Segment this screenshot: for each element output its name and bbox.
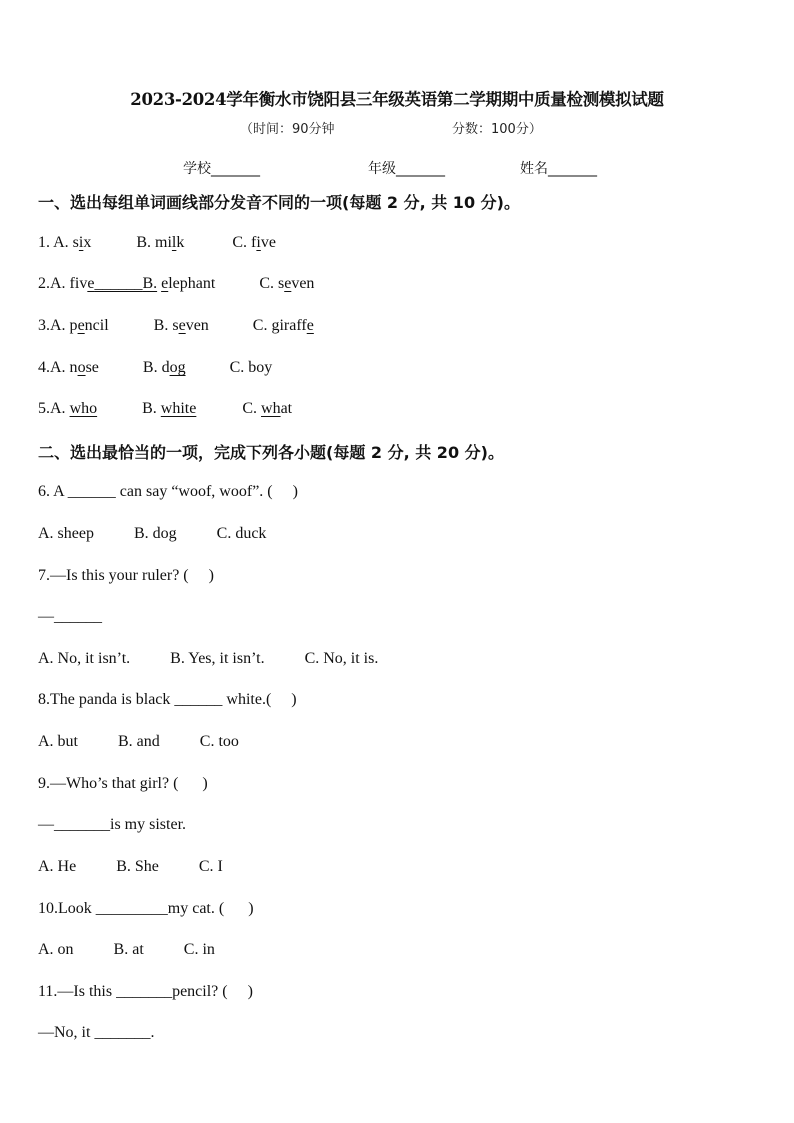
exam-score: 分数：100分）	[452, 122, 542, 137]
question-2: 2.A. five______B. elephant C. seven	[38, 275, 315, 292]
question-9-answer-line: —_______is my sister.	[38, 816, 187, 833]
question-8-options: A. but B. and C. too	[38, 733, 239, 750]
question-1: 1. A. six B. milk C. five	[38, 234, 276, 251]
question-5: 5.A. who B. white C. what	[38, 400, 293, 417]
question-9: 9.—Who’s that girl? ( )	[38, 775, 208, 792]
question-8: 8.The panda is black ______ white.( )	[38, 691, 297, 708]
section1-heading: 一、选出每组单词画线部分发音不同的一项(每题 2 分, 共 10 分)。	[38, 193, 520, 212]
question-4: 4.A. nose B. dog C. boy	[38, 359, 273, 376]
question-6-options: A. sheep B. dog C. duck	[38, 525, 267, 542]
question-6: 6. A ______ can say “woof, woof”. ( )	[38, 483, 298, 500]
school-field: 学校_______	[183, 161, 260, 177]
section2-heading: 二、选出最恰当的一项，完成下列各小题(每题 2 分, 共 20 分)。	[38, 443, 504, 462]
question-10: 10.Look _________my cat. ( )	[38, 900, 254, 917]
question-10-options: A. on B. at C. in	[38, 941, 215, 958]
question-3: 3.A. pencil B. seven C. giraffe	[38, 317, 314, 334]
question-7-options: A. No, it isn’t. B. Yes, it isn’t. C. No, it is.	[38, 650, 379, 667]
exam-time: （时间：90分钟	[240, 122, 335, 137]
question-11-answer-line: —No, it _______.	[38, 1024, 155, 1041]
question-7-answer-line: —______	[38, 608, 102, 625]
question-7: 7.—Is this your ruler? ( )	[38, 567, 214, 584]
question-11: 11.—Is this _______pencil? ( )	[38, 983, 253, 1000]
exam-title: 2023-2024学年衡水市饶阳县三年级英语第二学期期中质量检测模拟试题	[130, 90, 664, 109]
name-field: 姓名_______	[520, 161, 597, 177]
question-9-options: A. He B. She C. I	[38, 858, 223, 875]
grade-field: 年级_______	[368, 161, 445, 177]
